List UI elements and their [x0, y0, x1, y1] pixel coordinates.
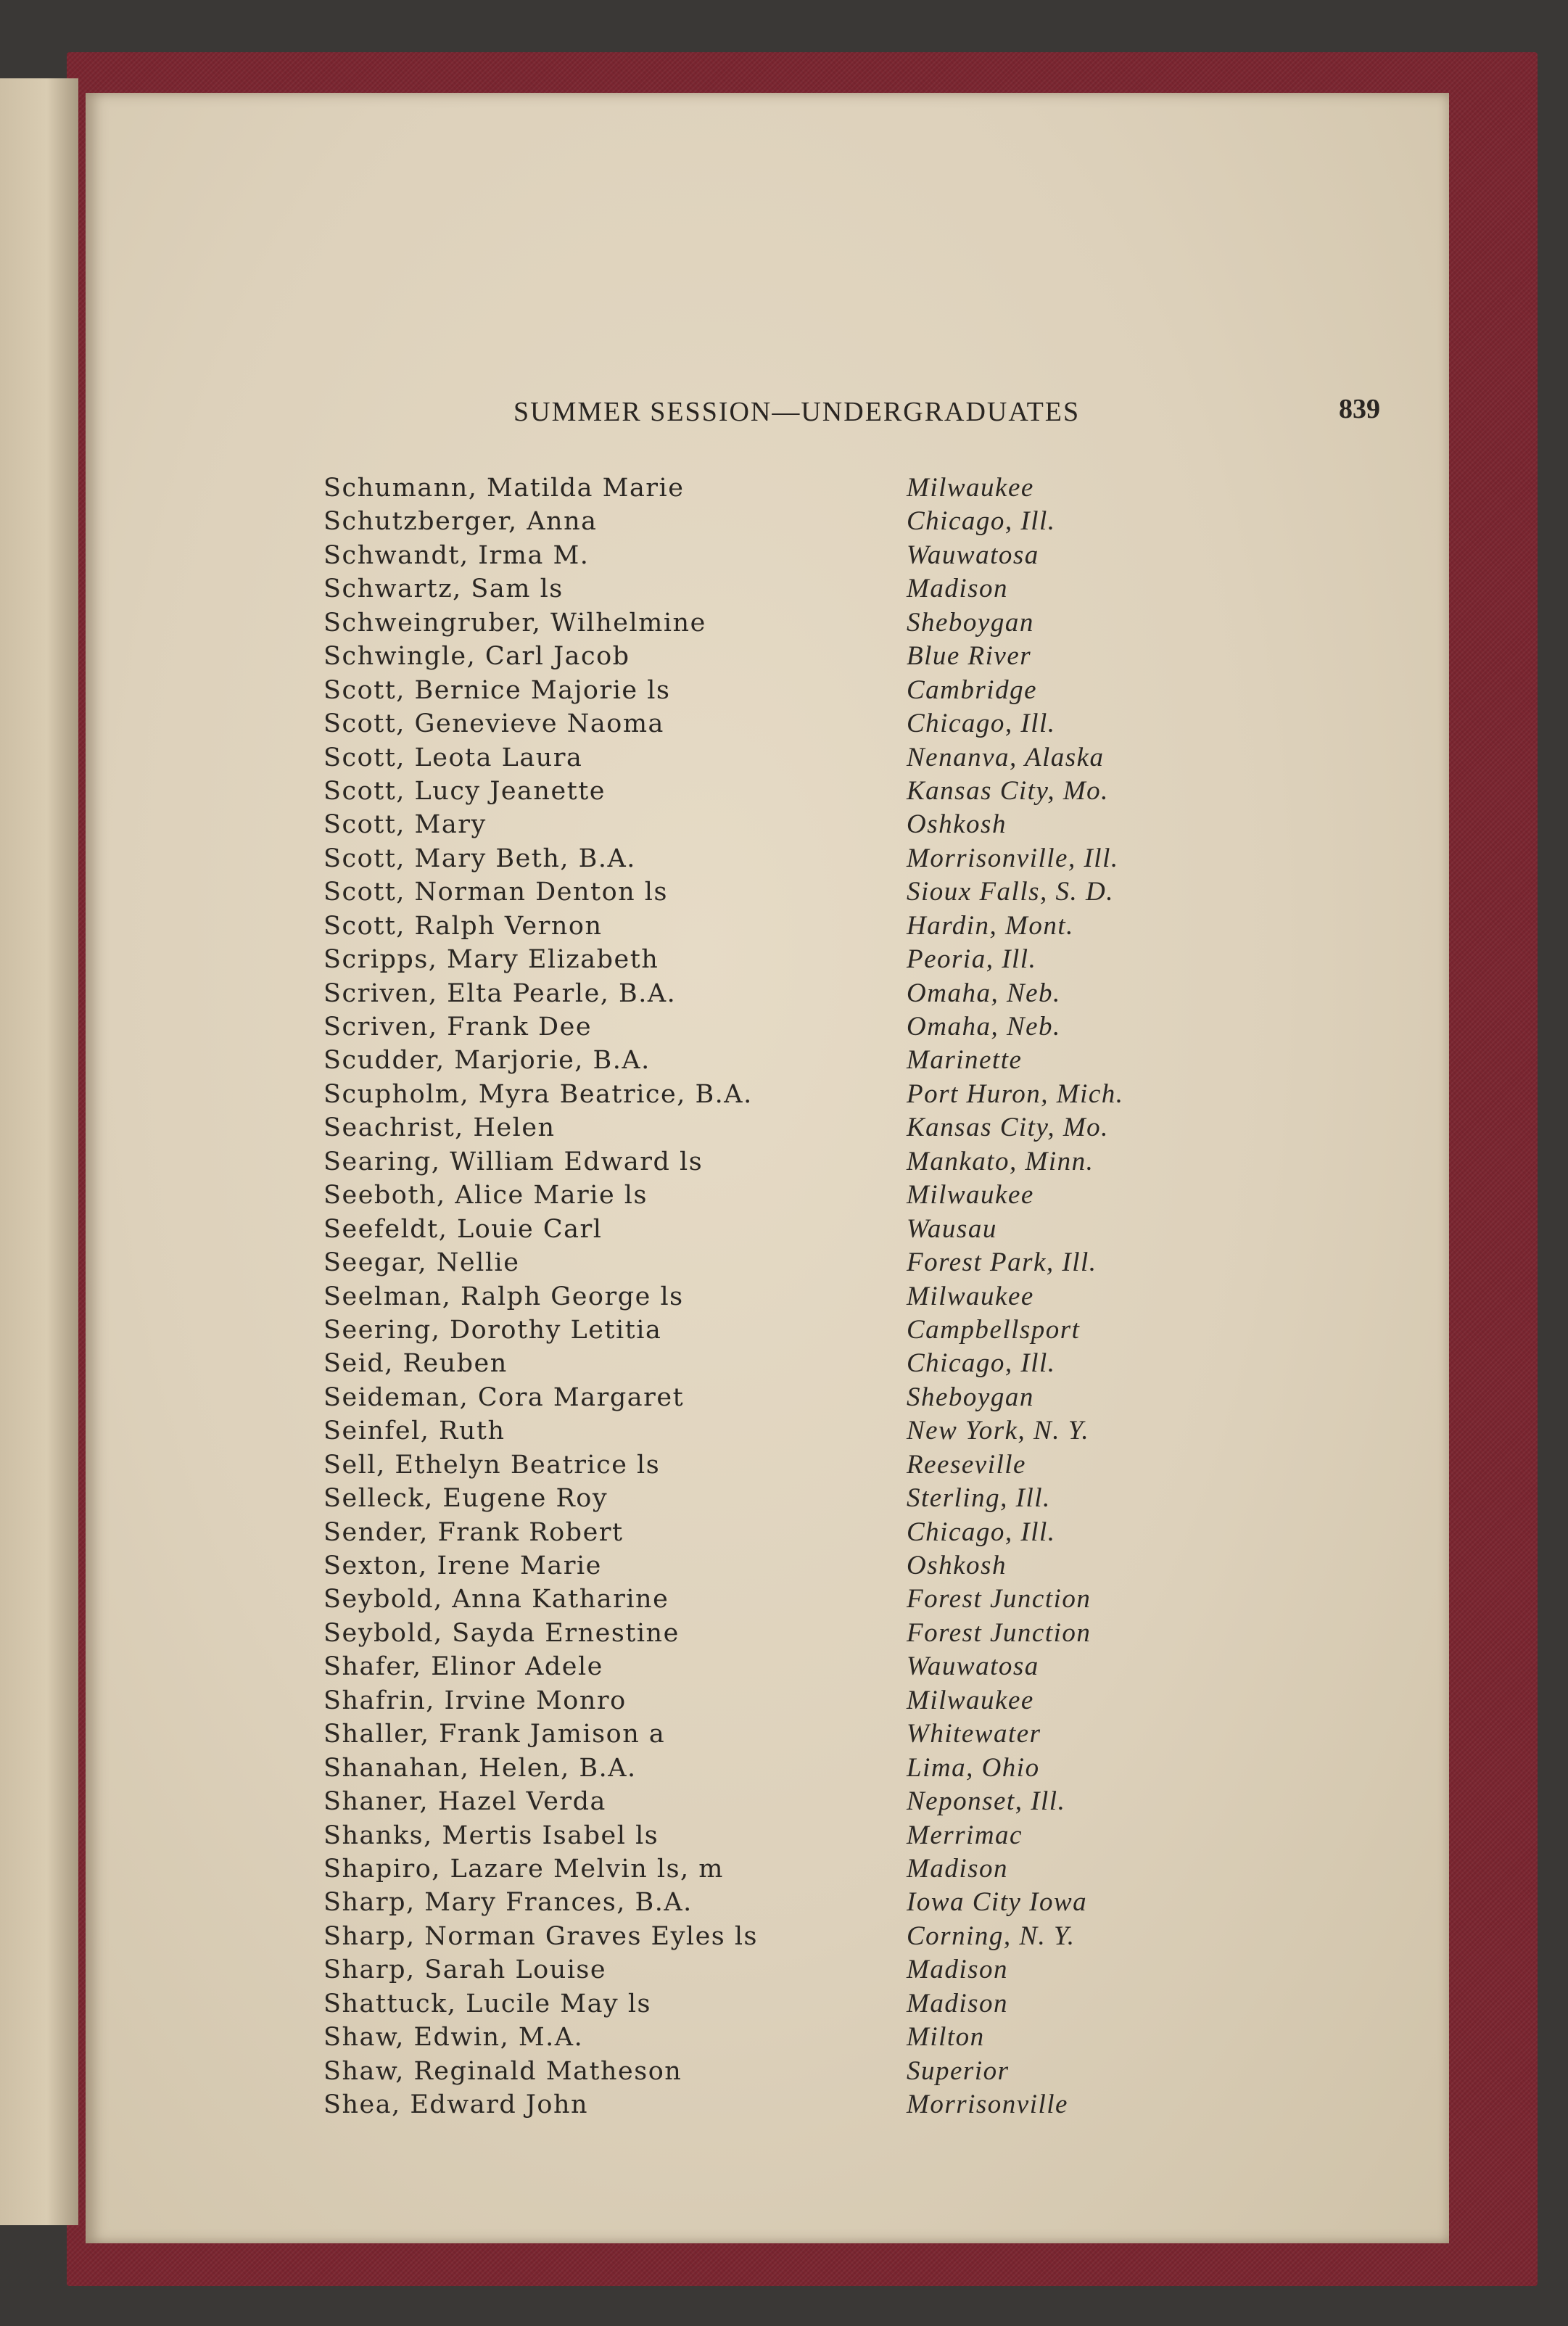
hometown: Madison	[907, 1853, 1008, 1884]
student-name: Shea, Edward John	[323, 2090, 589, 2119]
hometown: Milwaukee	[907, 1281, 1034, 1311]
list-item	[323, 775, 1194, 808]
hometown: Kansas City, Mo.	[907, 1113, 1109, 1143]
facing-page-edge	[0, 78, 78, 2225]
student-name: Schwartz, Sam ls	[323, 574, 564, 604]
list-item	[323, 1078, 1194, 1111]
student-name: Seachrist, Helen	[323, 1113, 556, 1143]
list-item	[323, 2055, 1194, 2088]
list-item	[323, 1213, 1194, 1246]
hometown: Milwaukee	[907, 473, 1034, 503]
hometown: Chicago, Ill.	[907, 1348, 1056, 1379]
hometown: Chicago, Ill.	[907, 1517, 1056, 1547]
list-item	[323, 1920, 1194, 1953]
list-item	[323, 977, 1194, 1010]
list-item	[323, 1448, 1194, 1482]
student-name: Seefeldt, Louie Carl	[323, 1214, 603, 1244]
student-name: Shaw, Reginald Matheson	[323, 2056, 682, 2086]
student-name: Scott, Mary	[323, 810, 487, 840]
list-item	[323, 1752, 1194, 1785]
hometown: Omaha, Neb.	[907, 1012, 1061, 1042]
student-name: Scott, Genevieve Naoma	[323, 709, 664, 739]
hometown: Kansas City, Mo.	[907, 775, 1109, 806]
hometown: Morrisonville	[907, 2090, 1068, 2119]
student-name: Scott, Norman Denton ls	[323, 878, 668, 907]
student-list	[323, 471, 1194, 2121]
hometown: Sheboygan	[907, 1382, 1034, 1412]
list-item	[323, 1246, 1194, 1279]
hometown: Superior	[907, 2055, 1010, 2086]
list-item	[323, 640, 1194, 673]
student-name: Sharp, Sarah Louise	[323, 1955, 607, 1985]
page-number: 839	[1339, 394, 1380, 424]
hometown: Neponset, Ill.	[907, 1786, 1066, 1817]
student-name: Seelman, Ralph George ls	[323, 1282, 684, 1311]
list-item	[323, 1617, 1194, 1650]
list-item	[323, 1516, 1194, 1549]
hometown: Forest Junction	[907, 1617, 1092, 1648]
list-item	[323, 1953, 1194, 1987]
hometown: Forest Junction	[907, 1584, 1092, 1614]
hometown: Milwaukee	[907, 1685, 1034, 1715]
list-item	[323, 2021, 1194, 2054]
hometown: Cambridge	[907, 675, 1037, 705]
hometown: Peoria, Ill.	[907, 944, 1037, 975]
list-item	[323, 1785, 1194, 1818]
list-item	[323, 1819, 1194, 1852]
student-name: Scriven, Frank Dee	[323, 1013, 593, 1042]
hometown: Milwaukee	[907, 1180, 1034, 1211]
hometown: Corning, N. Y.	[907, 1921, 1076, 1951]
student-name: Scott, Leota Laura	[323, 743, 583, 772]
hometown: Chicago, Ill.	[907, 506, 1056, 537]
student-name: Shafer, Elinor Adele	[323, 1652, 603, 1682]
student-name: Searing, William Edward ls	[323, 1147, 703, 1176]
student-name: Seid, Reuben	[323, 1349, 508, 1379]
student-name: Schweingruber, Wilhelmine	[323, 608, 706, 638]
student-name: Schwandt, Irma M.	[323, 540, 590, 570]
list-item	[323, 572, 1194, 606]
hometown: Nenanva, Alaska	[907, 742, 1105, 772]
list-item	[323, 1482, 1194, 1515]
student-name: Sender, Frank Robert	[323, 1517, 624, 1547]
list-item	[323, 1381, 1194, 1414]
student-name: Shafrin, Irvine Monro	[323, 1686, 627, 1715]
list-item	[323, 1313, 1194, 1347]
hometown: Madison	[907, 1988, 1008, 2018]
student-name: Shanks, Mertis Isabel ls	[323, 1820, 659, 1850]
student-name: Seeboth, Alice Marie ls	[323, 1181, 648, 1211]
list-item	[323, 1852, 1194, 1886]
list-item	[323, 471, 1194, 505]
list-item	[323, 1684, 1194, 1717]
hometown: Whitewater	[907, 1719, 1041, 1749]
list-item	[323, 505, 1194, 538]
hometown: Chicago, Ill.	[907, 709, 1056, 739]
student-name: Shattuck, Lucile May ls	[323, 1989, 651, 2018]
list-item	[323, 707, 1194, 741]
student-name: Seegar, Nellie	[323, 1248, 520, 1278]
list-item	[323, 1886, 1194, 1919]
list-item	[323, 741, 1194, 775]
hometown: Forest Park, Ill.	[907, 1247, 1097, 1278]
list-item	[323, 808, 1194, 841]
list-item	[323, 1414, 1194, 1448]
student-name: Shaner, Hazel Verda	[323, 1787, 606, 1817]
hometown: Sioux Falls, S. D.	[907, 877, 1114, 907]
hometown: Oshkosh	[907, 809, 1007, 840]
hometown: Morrisonville, Ill.	[907, 843, 1119, 873]
student-name: Scripps, Mary Elizabeth	[323, 945, 659, 975]
list-item	[323, 875, 1194, 909]
student-name: Scott, Mary Beth, B.A.	[323, 844, 636, 873]
hometown: Blue River	[907, 641, 1032, 672]
student-name: Scott, Lucy Jeanette	[323, 776, 606, 806]
hometown: Port Huron, Mich.	[907, 1079, 1124, 1109]
student-name: Shanahan, Helen, B.A.	[323, 1753, 637, 1783]
student-name: Shaller, Frank Jamison a	[323, 1720, 666, 1749]
hometown: Hardin, Mont.	[907, 910, 1074, 941]
list-item	[323, 1280, 1194, 1313]
student-name: Schumann, Matilda Marie	[323, 474, 685, 503]
student-name: Scriven, Elta Pearle, B.A.	[323, 978, 677, 1008]
student-name: Scudder, Marjorie, B.A.	[323, 1046, 651, 1076]
hometown: Wauwatosa	[907, 1651, 1039, 1682]
student-name: Shapiro, Lazare Melvin ls, m	[323, 1854, 724, 1884]
list-item	[323, 1111, 1194, 1145]
hometown: Sterling, Ill.	[907, 1483, 1051, 1514]
hometown: New York, N. Y.	[907, 1416, 1090, 1446]
hometown: Madison	[907, 574, 1008, 604]
student-name: Scupholm, Myra Beatrice, B.A.	[323, 1079, 753, 1109]
list-item	[323, 1179, 1194, 1212]
list-item	[323, 1987, 1194, 2021]
list-item	[323, 674, 1194, 707]
list-item	[323, 910, 1194, 943]
hometown: Milton	[907, 2022, 985, 2053]
hometown: Campbellsport	[907, 1314, 1081, 1345]
hometown: Lima, Ohio	[907, 1752, 1040, 1783]
list-item	[323, 539, 1194, 572]
list-item	[323, 1717, 1194, 1751]
list-item	[323, 1145, 1194, 1179]
hometown: Marinette	[907, 1045, 1023, 1076]
student-name: Schutzberger, Anna	[323, 507, 598, 537]
hometown: Iowa City Iowa	[907, 1887, 1088, 1918]
student-name: Selleck, Eugene Roy	[323, 1484, 608, 1514]
list-item	[323, 943, 1194, 976]
student-name: Seybold, Anna Katharine	[323, 1585, 669, 1614]
student-name: Seybold, Sayda Ernestine	[323, 1618, 680, 1648]
student-name: Scott, Bernice Majorie ls	[323, 675, 671, 705]
student-name: Scott, Ralph Vernon	[323, 911, 603, 941]
student-name: Seering, Dorothy Letitia	[323, 1315, 662, 1345]
list-item	[323, 1347, 1194, 1380]
hometown: Omaha, Neb.	[907, 978, 1061, 1008]
list-item	[323, 1583, 1194, 1616]
student-name: Sexton, Irene Marie	[323, 1551, 602, 1580]
hometown: Merrimac	[907, 1820, 1023, 1850]
student-name: Sell, Ethelyn Beatrice ls	[323, 1450, 661, 1480]
student-name: Seinfel, Ruth	[323, 1416, 506, 1446]
student-name: Schwingle, Carl Jacob	[323, 642, 630, 672]
list-item	[323, 2088, 1194, 2121]
list-item	[323, 1010, 1194, 1044]
student-name: Shaw, Edwin, M.A.	[323, 2023, 584, 2053]
hometown: Mankato, Minn.	[907, 1146, 1094, 1176]
student-name: Sharp, Mary Frances, B.A.	[323, 1888, 693, 1918]
running-header: SUMMER SESSION—UNDERGRADUATES	[513, 397, 1081, 427]
hometown: Oshkosh	[907, 1551, 1007, 1580]
list-item	[323, 1044, 1194, 1077]
list-item	[323, 842, 1194, 875]
hometown: Reeseville	[907, 1449, 1026, 1480]
list-item	[323, 1650, 1194, 1683]
hometown: Madison	[907, 1955, 1008, 1985]
book-page	[86, 93, 1449, 2243]
list-item	[323, 1549, 1194, 1583]
student-name: Sharp, Norman Graves Eyles ls	[323, 1921, 759, 1951]
hometown: Wausau	[907, 1213, 997, 1244]
hometown: Wauwatosa	[907, 540, 1039, 570]
student-name: Seideman, Cora Margaret	[323, 1382, 685, 1412]
list-item	[323, 606, 1194, 640]
hometown: Sheboygan	[907, 607, 1034, 638]
